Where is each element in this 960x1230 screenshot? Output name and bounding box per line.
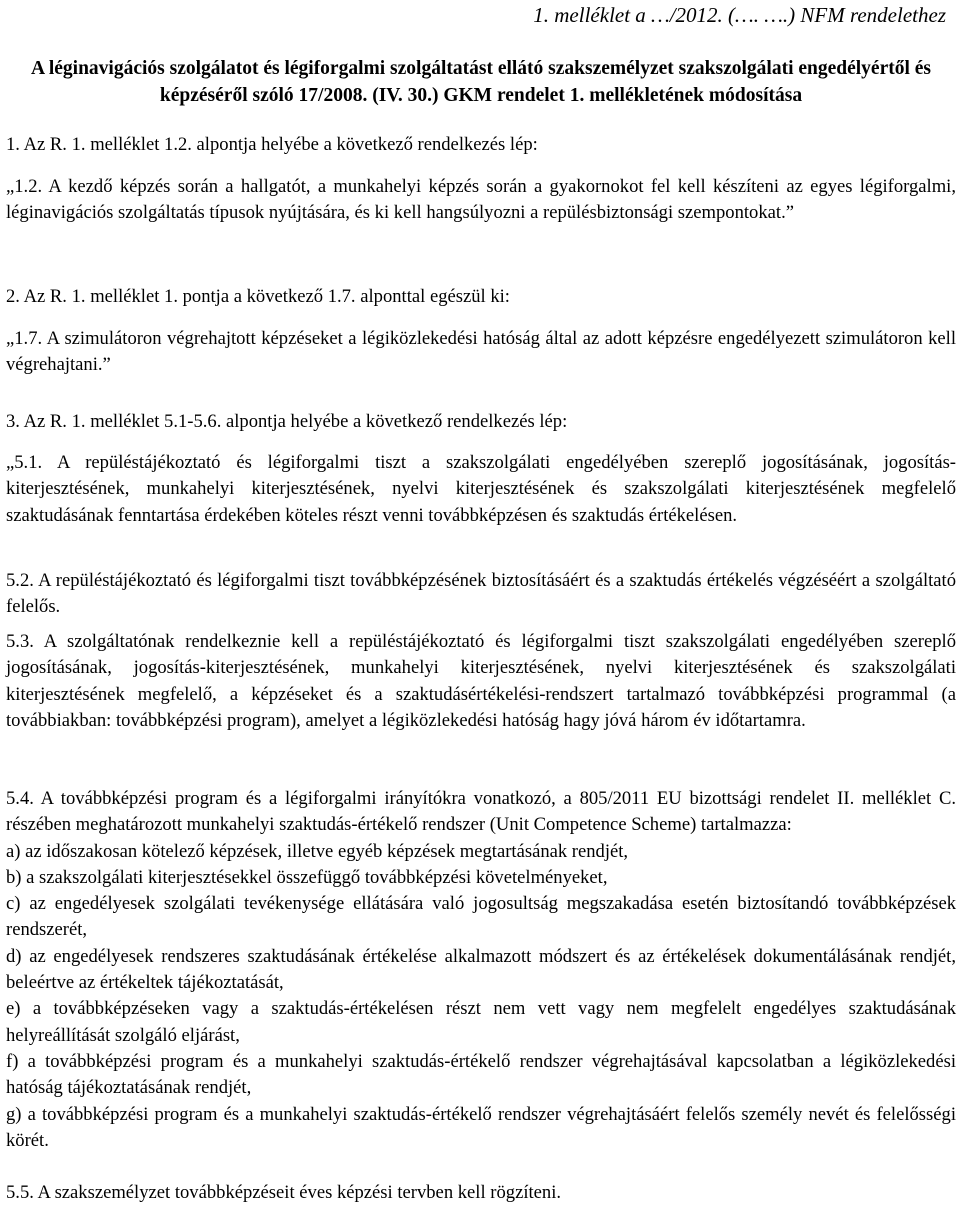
paragraph-5-1: „5.1. A repüléstájékoztató és légiforgalmi tiszt a szakszolgálati engedélyében szereplő jogosításának, jogosítás-kiterjesztésének, munkahelyi kiterjesztésének, nyelvi kiterjesztésének és szakszolgálati kiterjesztésének megfelelő szaktudásának fenntartása érdekében köteles részt venni továbbképzésen és szaktudás értékelésen.	[6, 452, 956, 526]
paragraph-5-2: 5.2. A repüléstájékoztató és légiforgalmi tiszt továbbképzésének biztosításáért és a szaktudás értékelés végzéséért a szolgáltató felelős.	[6, 570, 956, 618]
section-2-text: „1.7. A szimulátoron végrehajtott képzéseket a légiközlekedési hatóság által az adott képzésre engedélyezett szimulátoron kell végrehajtani.”	[6, 328, 956, 376]
list-item: c) az engedélyesek szolgálati tevékenysége ellátására való jogosultság megszakadása esetén biztosítandó továbbképzések rendszerét,	[6, 893, 956, 941]
paragraph-5-4-intro: 5.4. A továbbképzési program és a légiforgalmi irányítókra vonatkozó, a 805/2011 EU bizottsági rendelet II. melléklet C. részében meghatározott munkahelyi szaktudás-értékelő rendszer (Unit Competence Scheme) tartalmazza:	[6, 788, 956, 836]
paragraph-5-3: 5.3. A szolgáltatónak rendelkeznie kell a repüléstájékoztató és légiforgalmi tiszt szakszolgálati engedélyében szereplő jogosításának, jogosítás-kiterjesztésének, munkahelyi kiterjesztésének, nyelvi kiterjesztésének és szakszolgálati kiterjesztésének megfelelő, a képzéseket és a szaktudásértékelési-rendszert tartalmazó továbbképzési programmal (a továbbiakban: továbbképzési program), amelyet a légiközlekedési hatóság hagy jóvá három év időtartamra.	[6, 631, 956, 731]
section-2-intro: 2. Az R. 1. melléklet 1. pontja a következő 1.7. alponttal egészül ki:	[6, 286, 510, 307]
section-1-text: „1.2. A kezdő képzés során a hallgatót, a munkahelyi képzés során a gyakornokot fel kell készíteni az egyes légiforgalmi, léginavigációs szolgáltatás típusok nyújtására, és ki kell hangsúlyozni a repülésbiztonsági szempontokat.”	[6, 176, 956, 224]
section-1-intro: 1. Az R. 1. melléklet 1.2. alpontja helyébe a következő rendelkezés lép:	[6, 134, 538, 155]
list-item: g) a továbbképzési program és a munkahelyi szaktudás-értékelő rendszer végrehajtásáért felelős személy nevét és felelősségi körét.	[6, 1103, 956, 1151]
paragraph-5-5: 5.5. A szakszemélyzet továbbképzéseit éves képzési tervben kell rögzíteni.	[6, 1182, 562, 1203]
document-title: A léginavigációs szolgálatot és légiforgalmi szolgáltatást ellátó szakszemélyzet szakszolgálati engedélyértől és képzéséről szóló 17/2008. (IV. 30.) GKM rendelet 1. mellékletének módosítása	[30, 58, 932, 106]
paragraph-5-4	[6, 786, 956, 1154]
annex-reference: 1. melléklet a …/2012. (…. ….) NFM rendelethez	[533, 3, 946, 27]
list-item: b) a szakszolgálati kiterjesztésekkel összefüggő továbbképzési követelményeket,	[6, 866, 608, 888]
list-item: e) a továbbképzéseken vagy a szaktudás-értékelésen részt nem vett vagy nem megfelelt engedélyes szaktudásának helyreállítását szolgáló eljárást,	[6, 998, 956, 1046]
list-item: a) az időszakosan kötelező képzések, illetve egyéb képzések megtartásának rendjét,	[6, 840, 629, 862]
list-item: d) az engedélyesek rendszeres szaktudásának értékelése alkalmazott módszert és az értékelések dokumentálásának rendjét, beleértve az értékeltek tájékoztatását,	[6, 945, 956, 994]
section-3-intro: 3. Az R. 1. melléklet 5.1-5.6. alpontja helyébe a következő rendelkezés lép:	[6, 411, 568, 432]
list-item: f) a továbbképzési program és a munkahelyi szaktudás-értékelő rendszer végrehajtásával kapcsolatban a légiközlekedési hatóság tájékoztatásának rendjét,	[6, 1050, 956, 1099]
